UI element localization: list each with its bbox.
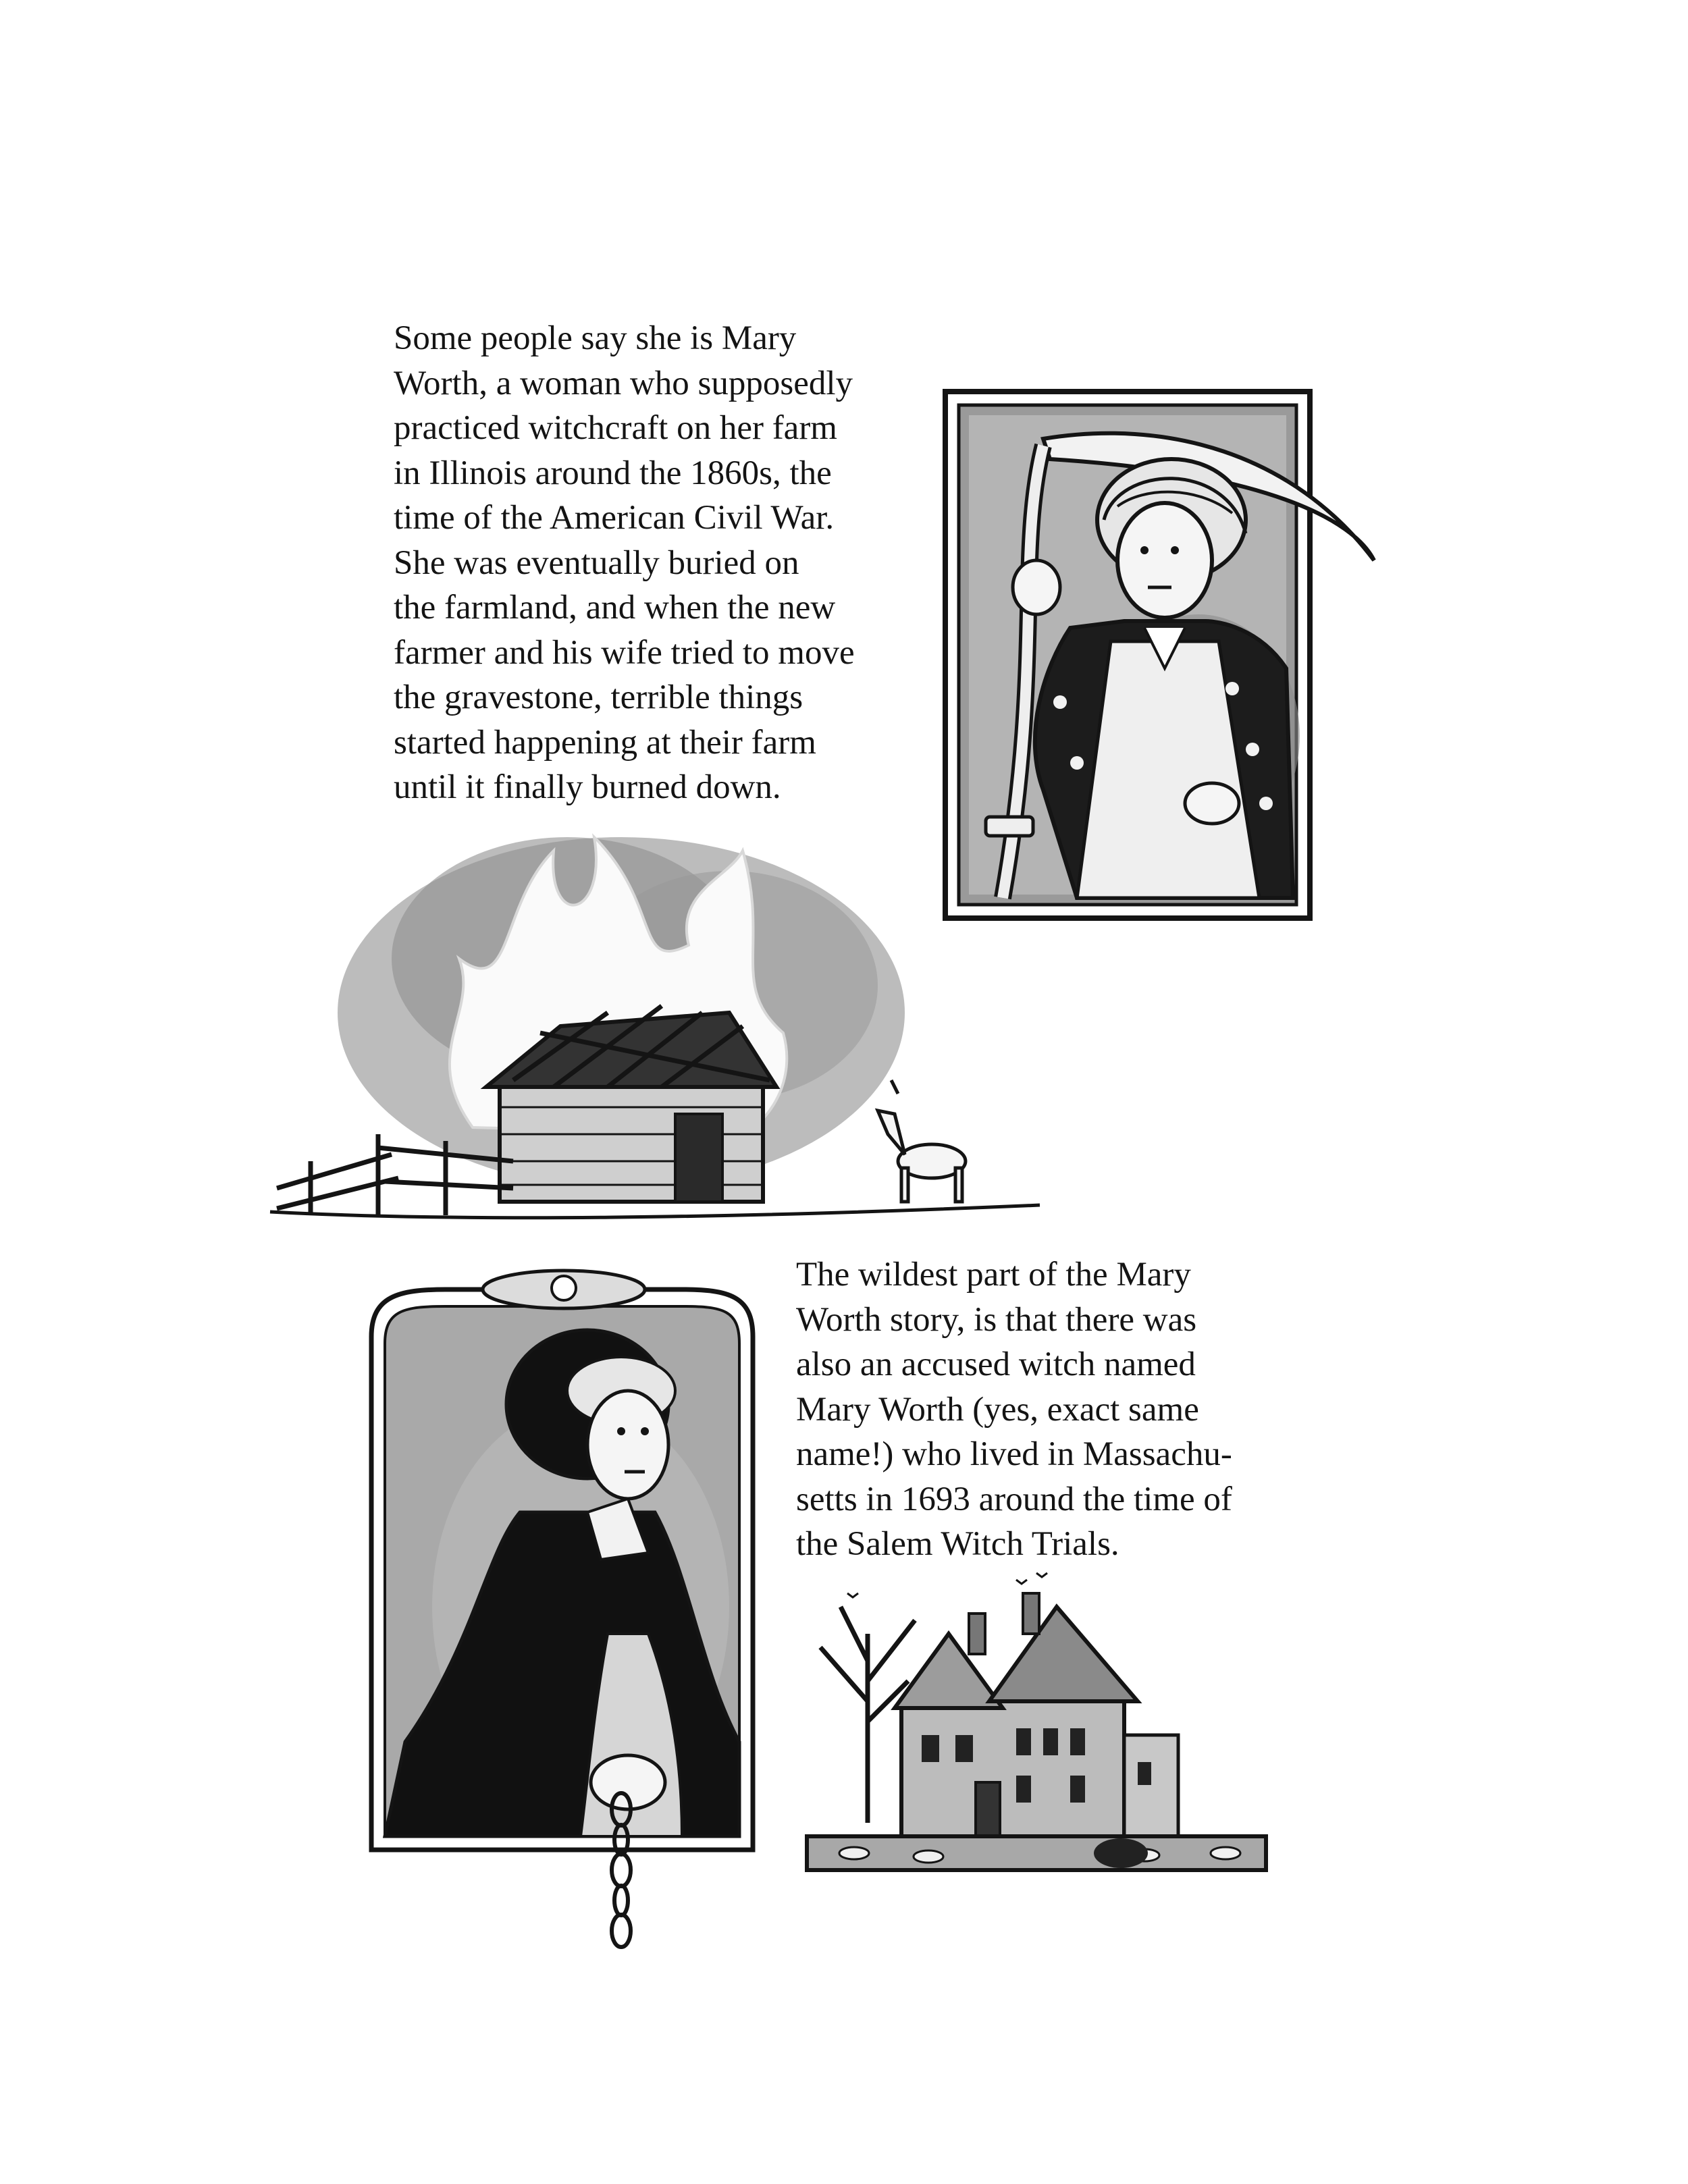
old-house-icon xyxy=(793,1566,1280,1890)
narration-text-2 xyxy=(796,1252,1232,1567)
text-line: started happening at their farm xyxy=(394,723,816,762)
text-line: setts in 1693 around the time of xyxy=(796,1480,1232,1518)
text-line: The wildest part of the Mary xyxy=(796,1256,1191,1294)
text-line: name!) who lived in Massachu- xyxy=(796,1435,1232,1473)
text-line: Worth story, is that there was xyxy=(796,1300,1197,1339)
text-line: until it finally burned down. xyxy=(394,768,781,806)
text-line: the farmland, and when the new xyxy=(394,589,836,627)
text-line: practiced witchcraft on her farm xyxy=(394,409,837,447)
text-line: She was eventually buried on xyxy=(394,543,799,582)
text-line: also an accused witch named xyxy=(796,1346,1196,1383)
burning-barn-icon xyxy=(257,810,1053,1229)
text-line: Worth, a woman who supposedly xyxy=(394,364,853,402)
text-line: farmer and his wife tried to move xyxy=(394,633,855,672)
text-line: the Salem Witch Trials. xyxy=(796,1525,1119,1563)
text-line: Mary Worth (yes, exact same xyxy=(796,1390,1199,1429)
text-line: Some people say she is Mary xyxy=(394,319,797,357)
text-line: time of the American Civil War. xyxy=(394,499,835,537)
narration-text-1 xyxy=(394,316,855,810)
chained-woman-portrait-icon xyxy=(365,1269,763,1958)
text-line: in Illinois around the 1860s, the xyxy=(394,454,832,492)
text-line: the gravestone, terrible things xyxy=(394,678,803,716)
